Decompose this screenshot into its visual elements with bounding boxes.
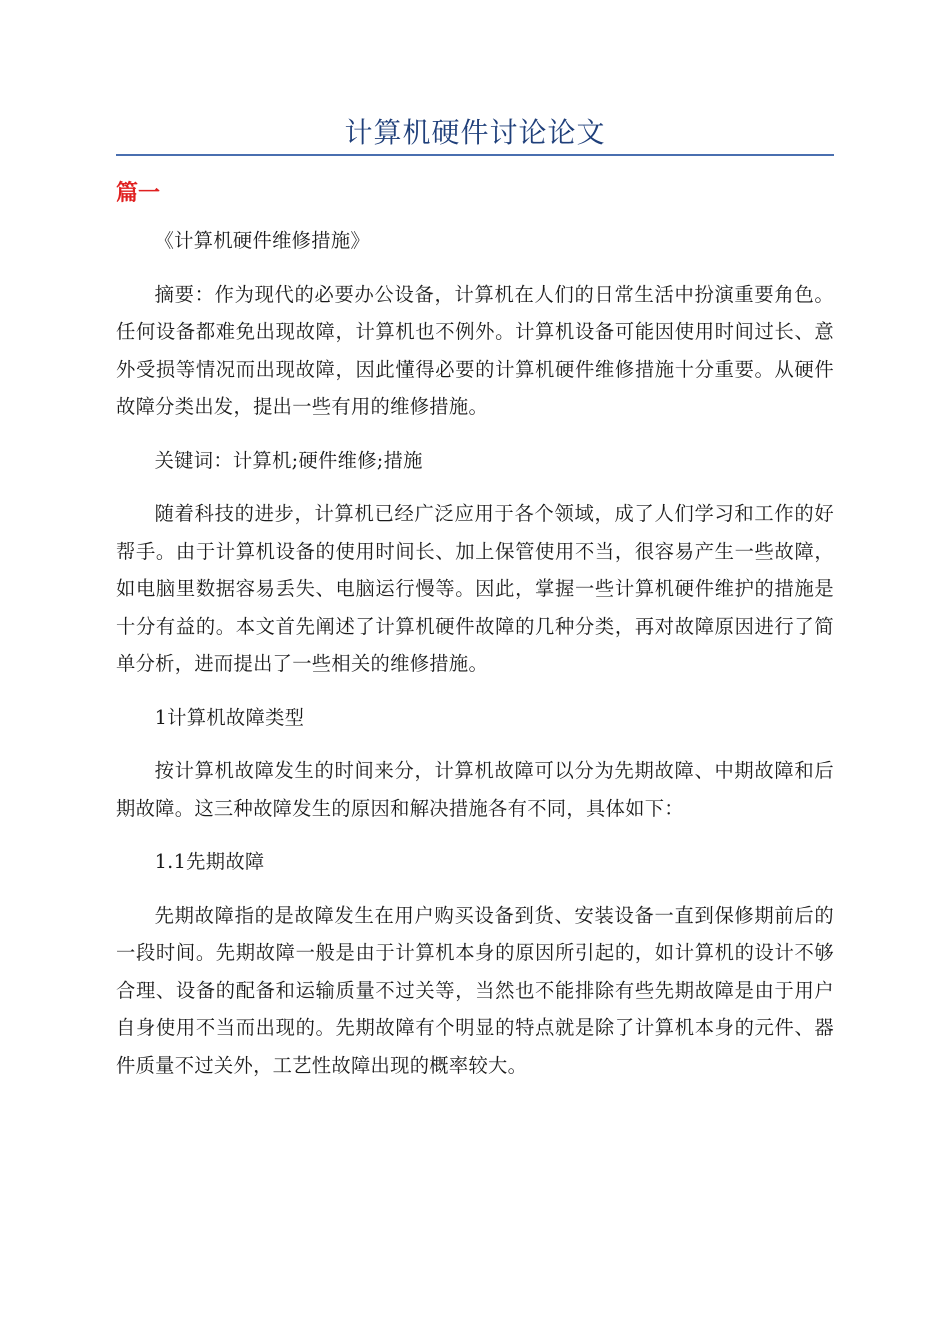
article-title-paragraph: 《计算机硬件维修措施》: [154, 229, 370, 252]
document-body: [116, 222, 834, 1100]
intro-paragraph: 随着科技的进步，计算机已经广泛应用于各个领域，成了人们学习和工作的好帮手。由于计算机设备的使用时间长、加上保管使用不当，很容易产生一些故障，如电脑里数据容易丢失、电脑运行慢等。因此，掌握一些计算机硬件维护的措施是十分有益的。本文首先阐述了计算机硬件故障的几种分类，再对故障原因进行了简单分析，进而提出了一些相关的维修措施。: [116, 502, 834, 675]
abstract-paragraph: 摘要：作为现代的必要办公设备，计算机在人们的日常生活中扮演重要角色。任何设备都难免出现故障，计算机也不例外。计算机设备可能因使用时间过长、意外受损等情况而出现故障，因此懂得必要的计算机硬件维修措施十分重要。从硬件故障分类出发，提出一些有用的维修措施。: [116, 282, 834, 418]
section-heading: 篇一: [116, 181, 161, 206]
heading-1-1: 1.1先期故障: [154, 850, 265, 873]
keywords-paragraph: 关键词：计算机;硬件维修;措施: [154, 448, 423, 472]
fault-types-paragraph: 按计算机故障发生的时间来分，计算机故障可以分为先期故障、中期故障和后期故障。这三种故障发生的原因和解决措施各有不同，具体如下：: [116, 759, 834, 820]
early-fault-paragraph: 先期故障指的是故障发生在用户购买设备到货、安装设备一直到保修期前后的一段时间。先期故障一般是由于计算机本身的原因所引起的，如计算机的设计不够合理、设备的配备和运输质量不过关等，当然也不能排除有些先期故障是由于用户自身使用不当而出现的。先期故障有个明显的特点就是除了计算机本身的元件、器件质量不过关外，工艺性故障出现的概率较大。: [116, 903, 834, 1077]
title-divider: [116, 154, 834, 156]
heading-1: 1计算机故障类型: [154, 705, 305, 729]
document-page: [116, 0, 834, 1344]
page-title: 计算机硬件讨论论文: [344, 116, 606, 149]
